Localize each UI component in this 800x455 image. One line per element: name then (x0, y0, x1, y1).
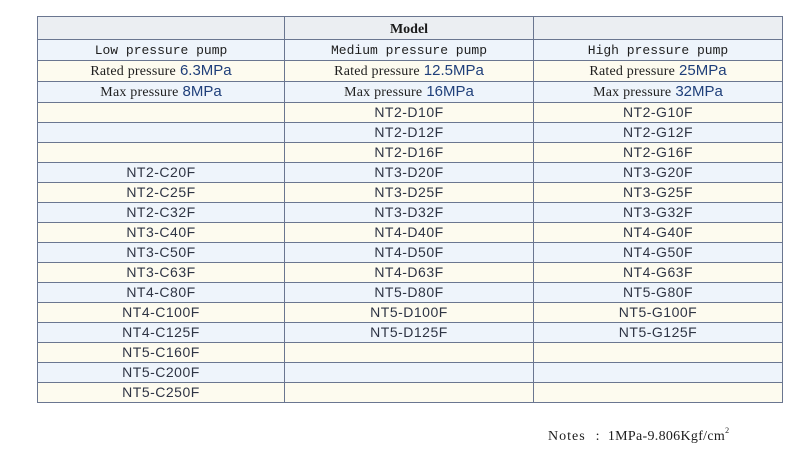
table-row (38, 343, 783, 363)
model-cell-high (534, 183, 783, 203)
max-pressure-label: Max pressure (344, 85, 423, 100)
table-row (38, 263, 783, 283)
model-cell-medium (285, 103, 534, 123)
model-code: NT4-C80F (126, 284, 196, 300)
model-cell-medium (285, 123, 534, 143)
model-cell-high (534, 143, 783, 163)
model-code: NT3-D25F (374, 184, 444, 200)
header-high-pressure (534, 40, 783, 61)
model-cell-low (38, 303, 285, 323)
model-cell-low (38, 143, 285, 163)
model-code: NT4-D40F (374, 224, 444, 240)
model-code: NT3-D20F (374, 164, 444, 180)
model-cell-low (38, 343, 285, 363)
model-code: NT2-G10F (622, 104, 694, 120)
notes-label: Notes (548, 429, 586, 444)
notes-superscript: 2 (725, 426, 730, 435)
table-row (38, 383, 783, 403)
model-code: NT5-G80F (622, 284, 694, 300)
header-low-pressure (38, 40, 285, 61)
rated-pressure-label: Rated pressure (334, 64, 420, 79)
notes (548, 426, 729, 445)
model-cell-low (38, 123, 285, 143)
model-title-cell (285, 17, 534, 40)
model-cell-low (38, 363, 285, 383)
model-title-blank-left (38, 17, 285, 40)
table-row (38, 123, 783, 143)
model-code: NT3-C40F (126, 224, 196, 240)
model-code: NT5-C160F (122, 344, 200, 360)
model-cell-high (534, 243, 783, 263)
rated-pressure-value: 6.3MPa (179, 62, 232, 79)
model-cell-low (38, 383, 285, 403)
table-row (38, 103, 783, 123)
model-cell-medium (285, 283, 534, 303)
model-code: NT4-G40F (622, 224, 694, 240)
rated-pressure-value: 25MPa (679, 62, 727, 79)
model-cell-high (534, 163, 783, 183)
model-code: NT3-G25F (622, 184, 694, 200)
model-code: NT4-D63F (374, 264, 444, 280)
table-row (38, 303, 783, 323)
table-row (38, 243, 783, 263)
rated-pressure-high (534, 61, 783, 82)
table-row (38, 183, 783, 203)
model-title: Model (389, 22, 429, 37)
model-code: NT4-G63F (622, 264, 694, 280)
model-cell-medium (285, 383, 534, 403)
model-cell-medium (285, 243, 534, 263)
model-code: NT2-C32F (126, 204, 196, 220)
model-cell-medium (285, 303, 534, 323)
table-row (38, 223, 783, 243)
pump-model-table (37, 16, 783, 403)
max-pressure-row (38, 82, 783, 103)
model-cell-high (534, 103, 783, 123)
table-row (38, 283, 783, 303)
model-code: NT5-C250F (122, 384, 200, 400)
table-row (38, 163, 783, 183)
model-code: NT2-C20F (126, 164, 196, 180)
column-header: High pressure pump (587, 43, 729, 58)
table-row (38, 143, 783, 163)
max-pressure-high (534, 82, 783, 103)
model-cell-low (38, 263, 285, 283)
max-pressure-low (38, 82, 285, 103)
model-code: NT3-C63F (126, 264, 196, 280)
model-code: NT2-G16F (622, 144, 694, 160)
rated-pressure-value: 12.5MPa (423, 62, 484, 79)
model-code: NT4-G50F (622, 244, 694, 260)
model-cell-low (38, 103, 285, 123)
model-code: NT3-D32F (374, 204, 444, 220)
model-code: NT5-G125F (618, 324, 698, 340)
table-row (38, 323, 783, 343)
model-cell-low (38, 223, 285, 243)
model-cell-low (38, 203, 285, 223)
model-cell-high (534, 363, 783, 383)
max-pressure-label: Max pressure (100, 85, 179, 100)
model-cell-medium (285, 363, 534, 383)
model-code: NT4-C125F (122, 324, 200, 340)
model-code: NT2-C25F (126, 184, 196, 200)
max-pressure-label: Max pressure (593, 85, 672, 100)
model-cell-medium (285, 263, 534, 283)
model-cell-high (534, 343, 783, 363)
max-pressure-value: 8MPa (182, 83, 222, 100)
model-code: NT3-G32F (622, 204, 694, 220)
model-cell-high (534, 223, 783, 243)
model-title-row (38, 17, 783, 40)
model-cell-medium (285, 223, 534, 243)
header-medium-pressure (285, 40, 534, 61)
notes-separator: : (595, 429, 600, 444)
max-pressure-value: 32MPa (675, 83, 723, 100)
model-code: NT3-G20F (622, 164, 694, 180)
model-code: NT5-C200F (122, 364, 200, 380)
model-cell-low (38, 323, 285, 343)
model-cell-medium (285, 203, 534, 223)
table-row (38, 363, 783, 383)
model-code: NT5-D80F (374, 284, 444, 300)
model-cell-high (534, 123, 783, 143)
model-code: NT2-G12F (622, 124, 694, 140)
model-cell-medium (285, 323, 534, 343)
pump-type-header-row (38, 40, 783, 61)
model-cell-medium (285, 143, 534, 163)
rated-pressure-row (38, 61, 783, 82)
column-header: Medium pressure pump (330, 43, 488, 58)
model-cell-medium (285, 343, 534, 363)
model-cell-high (534, 263, 783, 283)
model-code: NT2-D16F (374, 144, 444, 160)
model-cell-low (38, 183, 285, 203)
max-pressure-medium (285, 82, 534, 103)
model-code: NT5-D125F (370, 324, 448, 340)
model-code: NT3-C50F (126, 244, 196, 260)
model-code: NT4-C100F (122, 304, 200, 320)
rated-pressure-medium (285, 61, 534, 82)
rated-pressure-low (38, 61, 285, 82)
model-cell-medium (285, 183, 534, 203)
rated-pressure-label: Rated pressure (90, 64, 176, 79)
model-cell-high (534, 203, 783, 223)
model-code: NT5-D100F (370, 304, 448, 320)
model-code: NT4-D50F (374, 244, 444, 260)
model-code: NT5-G100F (618, 304, 698, 320)
max-pressure-value: 16MPa (426, 83, 474, 100)
model-cell-high (534, 283, 783, 303)
notes-conversion: 1MPa-9.806Kgf/cm (607, 429, 726, 444)
model-code: NT2-D12F (374, 124, 444, 140)
model-cell-high (534, 323, 783, 343)
model-title-blank-right (534, 17, 783, 40)
model-cell-medium (285, 163, 534, 183)
model-cell-high (534, 383, 783, 403)
model-cell-low (38, 163, 285, 183)
model-cell-low (38, 283, 285, 303)
model-code: NT2-D10F (374, 104, 444, 120)
table-row (38, 203, 783, 223)
rated-pressure-label: Rated pressure (589, 64, 676, 79)
model-cell-low (38, 243, 285, 263)
column-header: Low pressure pump (94, 43, 228, 58)
model-cell-high (534, 303, 783, 323)
